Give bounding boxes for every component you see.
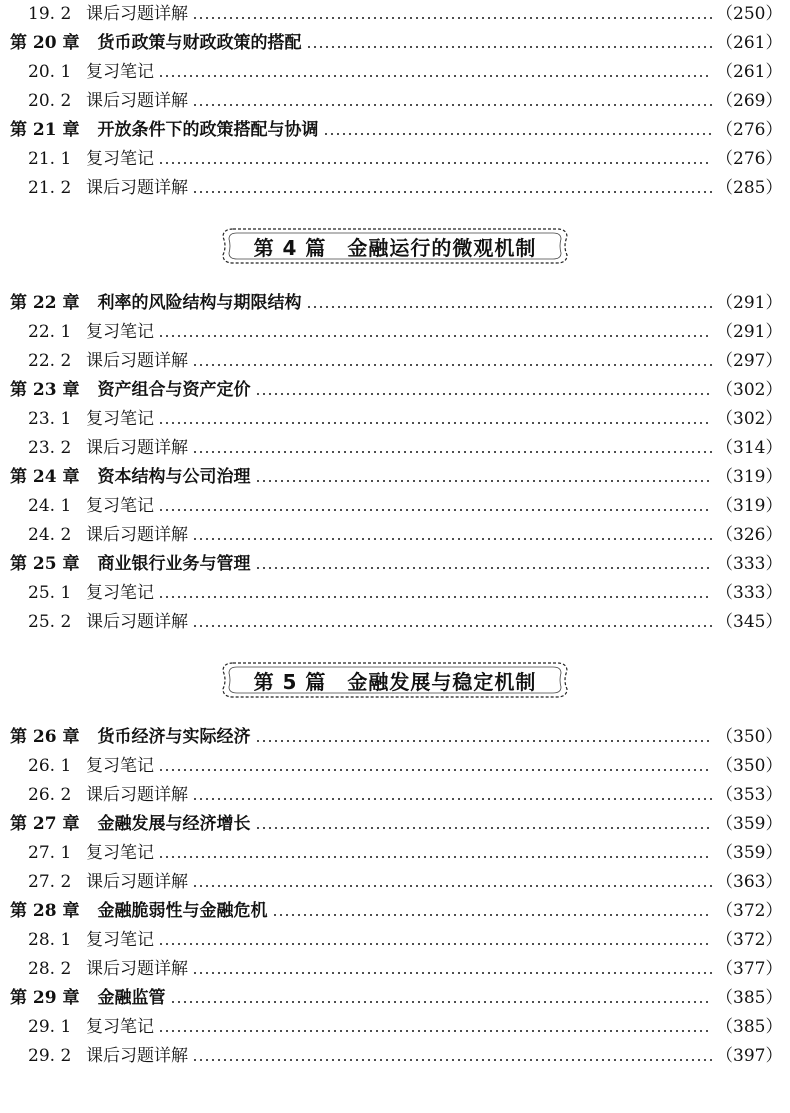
entry-title: 复习笔记 [86,843,154,863]
dot-leader [158,75,712,77]
entry-number: 27. 2 [28,872,72,892]
entry-title: 复习笔记 [86,149,154,169]
toc-section-entry[interactable] [0,145,790,174]
entry-number: 第 25 章 [10,554,80,574]
toc-chapter-entry[interactable] [0,376,790,405]
entry-title: 货币政策与财政政策的搭配 [97,33,302,53]
entry-number: 25. 2 [28,612,72,632]
dot-leader [158,1030,712,1032]
toc-section-entry[interactable] [0,579,790,608]
entry-page-number: （319） [716,496,783,516]
entry-page-number: （261） [716,33,783,53]
entry-title: 课后习题详解 [86,959,188,979]
entry-number: 28. 2 [28,959,72,979]
entry-title: 课后习题详解 [86,872,188,892]
entry-page-number: （363） [716,872,783,892]
dot-leader [192,538,712,540]
dot-leader [192,364,712,366]
toc-chapter-entry[interactable] [0,723,790,752]
dot-leader [192,885,712,887]
entry-number: 第 23 章 [10,380,80,400]
entry-number: 第 22 章 [10,293,80,313]
toc-chapter-entry[interactable] [0,463,790,492]
entry-page-number: （285） [716,178,783,198]
dot-leader [158,335,712,337]
entry-page-number: （276） [716,149,783,169]
entry-title: 课后习题详解 [86,91,188,111]
toc-section-entry[interactable] [0,1042,790,1071]
entry-number: 21. 2 [28,178,72,198]
entry-number: 第 21 章 [10,120,80,140]
entry-page-number: （319） [716,467,783,487]
entry-page-number: （350） [716,756,783,776]
entry-title: 资本结构与公司治理 [97,467,251,487]
dot-leader [192,1059,712,1061]
entry-title: 复习笔记 [86,930,154,950]
entry-page-number: （385） [716,1017,783,1037]
entry-page-number: （250） [716,4,783,24]
entry-number: 24. 2 [28,525,72,545]
entry-page-number: （353） [716,785,783,805]
toc-section-entry[interactable] [0,521,790,550]
toc-section-entry[interactable] [0,868,790,897]
part-banner [219,659,571,701]
entry-number: 20. 2 [28,91,72,111]
dot-leader [272,914,713,916]
dot-leader [158,162,712,164]
entry-page-number: （350） [716,727,783,747]
entry-number: 22. 1 [28,322,72,342]
part-title: 第 4 篇 金融运行的微观机制 [253,235,537,260]
entry-number: 第 20 章 [10,33,80,53]
entry-number: 25. 1 [28,583,72,603]
dot-leader [255,393,713,395]
entry-title: 利率的风险结构与期限结构 [97,293,302,313]
toc-section-entry[interactable] [0,0,790,29]
entry-number: 第 26 章 [10,727,80,747]
entry-number: 第 29 章 [10,988,80,1008]
entry-title: 资产组合与资产定价 [97,380,251,400]
entry-number: 29. 2 [28,1046,72,1066]
toc-section-entry[interactable] [0,174,790,203]
dot-leader [158,856,712,858]
entry-number: 第 24 章 [10,467,80,487]
entry-number: 27. 1 [28,843,72,863]
toc-group-part4 [0,289,790,637]
part-heading-5 [0,637,790,723]
toc-chapter-entry[interactable] [0,289,790,318]
entry-number: 21. 1 [28,149,72,169]
toc-section-entry[interactable] [0,752,790,781]
entry-number: 26. 1 [28,756,72,776]
entry-title: 课后习题详解 [86,4,188,24]
dot-leader [306,306,713,308]
dot-leader [192,191,712,193]
dot-leader [255,480,713,482]
entry-title: 课后习题详解 [86,612,188,632]
entry-title: 货币经济与实际经济 [97,727,251,747]
dot-leader [158,943,712,945]
toc-section-entry[interactable] [0,839,790,868]
entry-number: 第 28 章 [10,901,80,921]
toc-chapter-entry[interactable] [0,550,790,579]
entry-title: 复习笔记 [86,756,154,776]
dot-leader [158,509,712,511]
entry-number: 20. 1 [28,62,72,82]
entry-title: 课后习题详解 [86,785,188,805]
entry-page-number: （302） [716,409,783,429]
entry-page-number: （291） [716,322,783,342]
toc-section-entry[interactable] [0,955,790,984]
dot-leader [306,46,713,48]
entry-number: 28. 1 [28,930,72,950]
entry-page-number: （302） [716,380,783,400]
entry-page-number: （359） [716,814,783,834]
entry-page-number: （372） [716,930,783,950]
entry-number: 29. 1 [28,1017,72,1037]
entry-title: 金融脆弱性与金融危机 [97,901,268,921]
dot-leader [323,133,713,135]
entry-title: 复习笔记 [86,1017,154,1037]
toc-section-entry[interactable] [0,347,790,376]
entry-title: 商业银行业务与管理 [97,554,251,574]
part-heading-4 [0,203,790,289]
dot-leader [192,625,712,627]
dot-leader [192,972,712,974]
toc-chapter-entry[interactable] [0,116,790,145]
entry-page-number: （297） [716,351,783,371]
entry-title: 金融监管 [97,988,166,1008]
dot-leader [192,451,712,453]
toc-chapter-entry[interactable] [0,897,790,926]
entry-title: 课后习题详解 [86,438,188,458]
entry-number: 24. 1 [28,496,72,516]
toc-group-top [0,0,790,203]
entry-title: 复习笔记 [86,62,154,82]
dot-leader [192,104,712,106]
dot-leader [192,798,712,800]
part-banner [219,225,571,267]
toc-section-entry[interactable] [0,434,790,463]
entry-number: 19. 2 [28,4,72,24]
entry-number: 26. 2 [28,785,72,805]
toc-chapter-entry[interactable] [0,29,790,58]
entry-title: 课后习题详解 [86,351,188,371]
toc-section-entry[interactable] [0,58,790,87]
entry-page-number: （397） [716,1046,783,1066]
entry-title: 复习笔记 [86,583,154,603]
toc-chapter-entry[interactable] [0,984,790,1013]
toc-group-part5 [0,723,790,1071]
entry-page-number: （261） [716,62,783,82]
toc-section-entry[interactable] [0,318,790,347]
entry-page-number: （291） [716,293,783,313]
part-title: 第 5 篇 金融发展与稳定机制 [253,669,537,694]
entry-page-number: （385） [716,988,783,1008]
toc-section-entry[interactable] [0,1013,790,1042]
dot-leader [255,740,713,742]
entry-number: 22. 2 [28,351,72,371]
entry-page-number: （345） [716,612,783,632]
entry-page-number: （377） [716,959,783,979]
toc-section-entry[interactable] [0,492,790,521]
dot-leader [255,567,713,569]
entry-number: 23. 1 [28,409,72,429]
toc-section-entry[interactable] [0,926,790,955]
entry-title: 复习笔记 [86,322,154,342]
entry-page-number: （333） [716,583,783,603]
dot-leader [255,827,713,829]
entry-number: 23. 2 [28,438,72,458]
dot-leader [158,422,712,424]
toc-section-entry[interactable] [0,781,790,810]
entry-title: 课后习题详解 [86,525,188,545]
entry-title: 课后习题详解 [86,178,188,198]
entry-number: 第 27 章 [10,814,80,834]
entry-title: 开放条件下的政策搭配与协调 [97,120,319,140]
toc-section-entry[interactable] [0,608,790,637]
toc-chapter-entry[interactable] [0,810,790,839]
entry-page-number: （276） [716,120,783,140]
entry-page-number: （372） [716,901,783,921]
entry-page-number: （326） [716,525,783,545]
entry-page-number: （269） [716,91,783,111]
dot-leader [170,1001,713,1003]
toc-section-entry[interactable] [0,87,790,116]
toc-section-entry[interactable] [0,405,790,434]
entry-page-number: （314） [716,438,783,458]
entry-title: 课后习题详解 [86,1046,188,1066]
dot-leader [158,596,712,598]
dot-leader [158,769,712,771]
entry-title: 复习笔记 [86,496,154,516]
entry-page-number: （359） [716,843,783,863]
entry-page-number: （333） [716,554,783,574]
entry-title: 金融发展与经济增长 [97,814,251,834]
entry-title: 复习笔记 [86,409,154,429]
dot-leader [192,17,712,19]
